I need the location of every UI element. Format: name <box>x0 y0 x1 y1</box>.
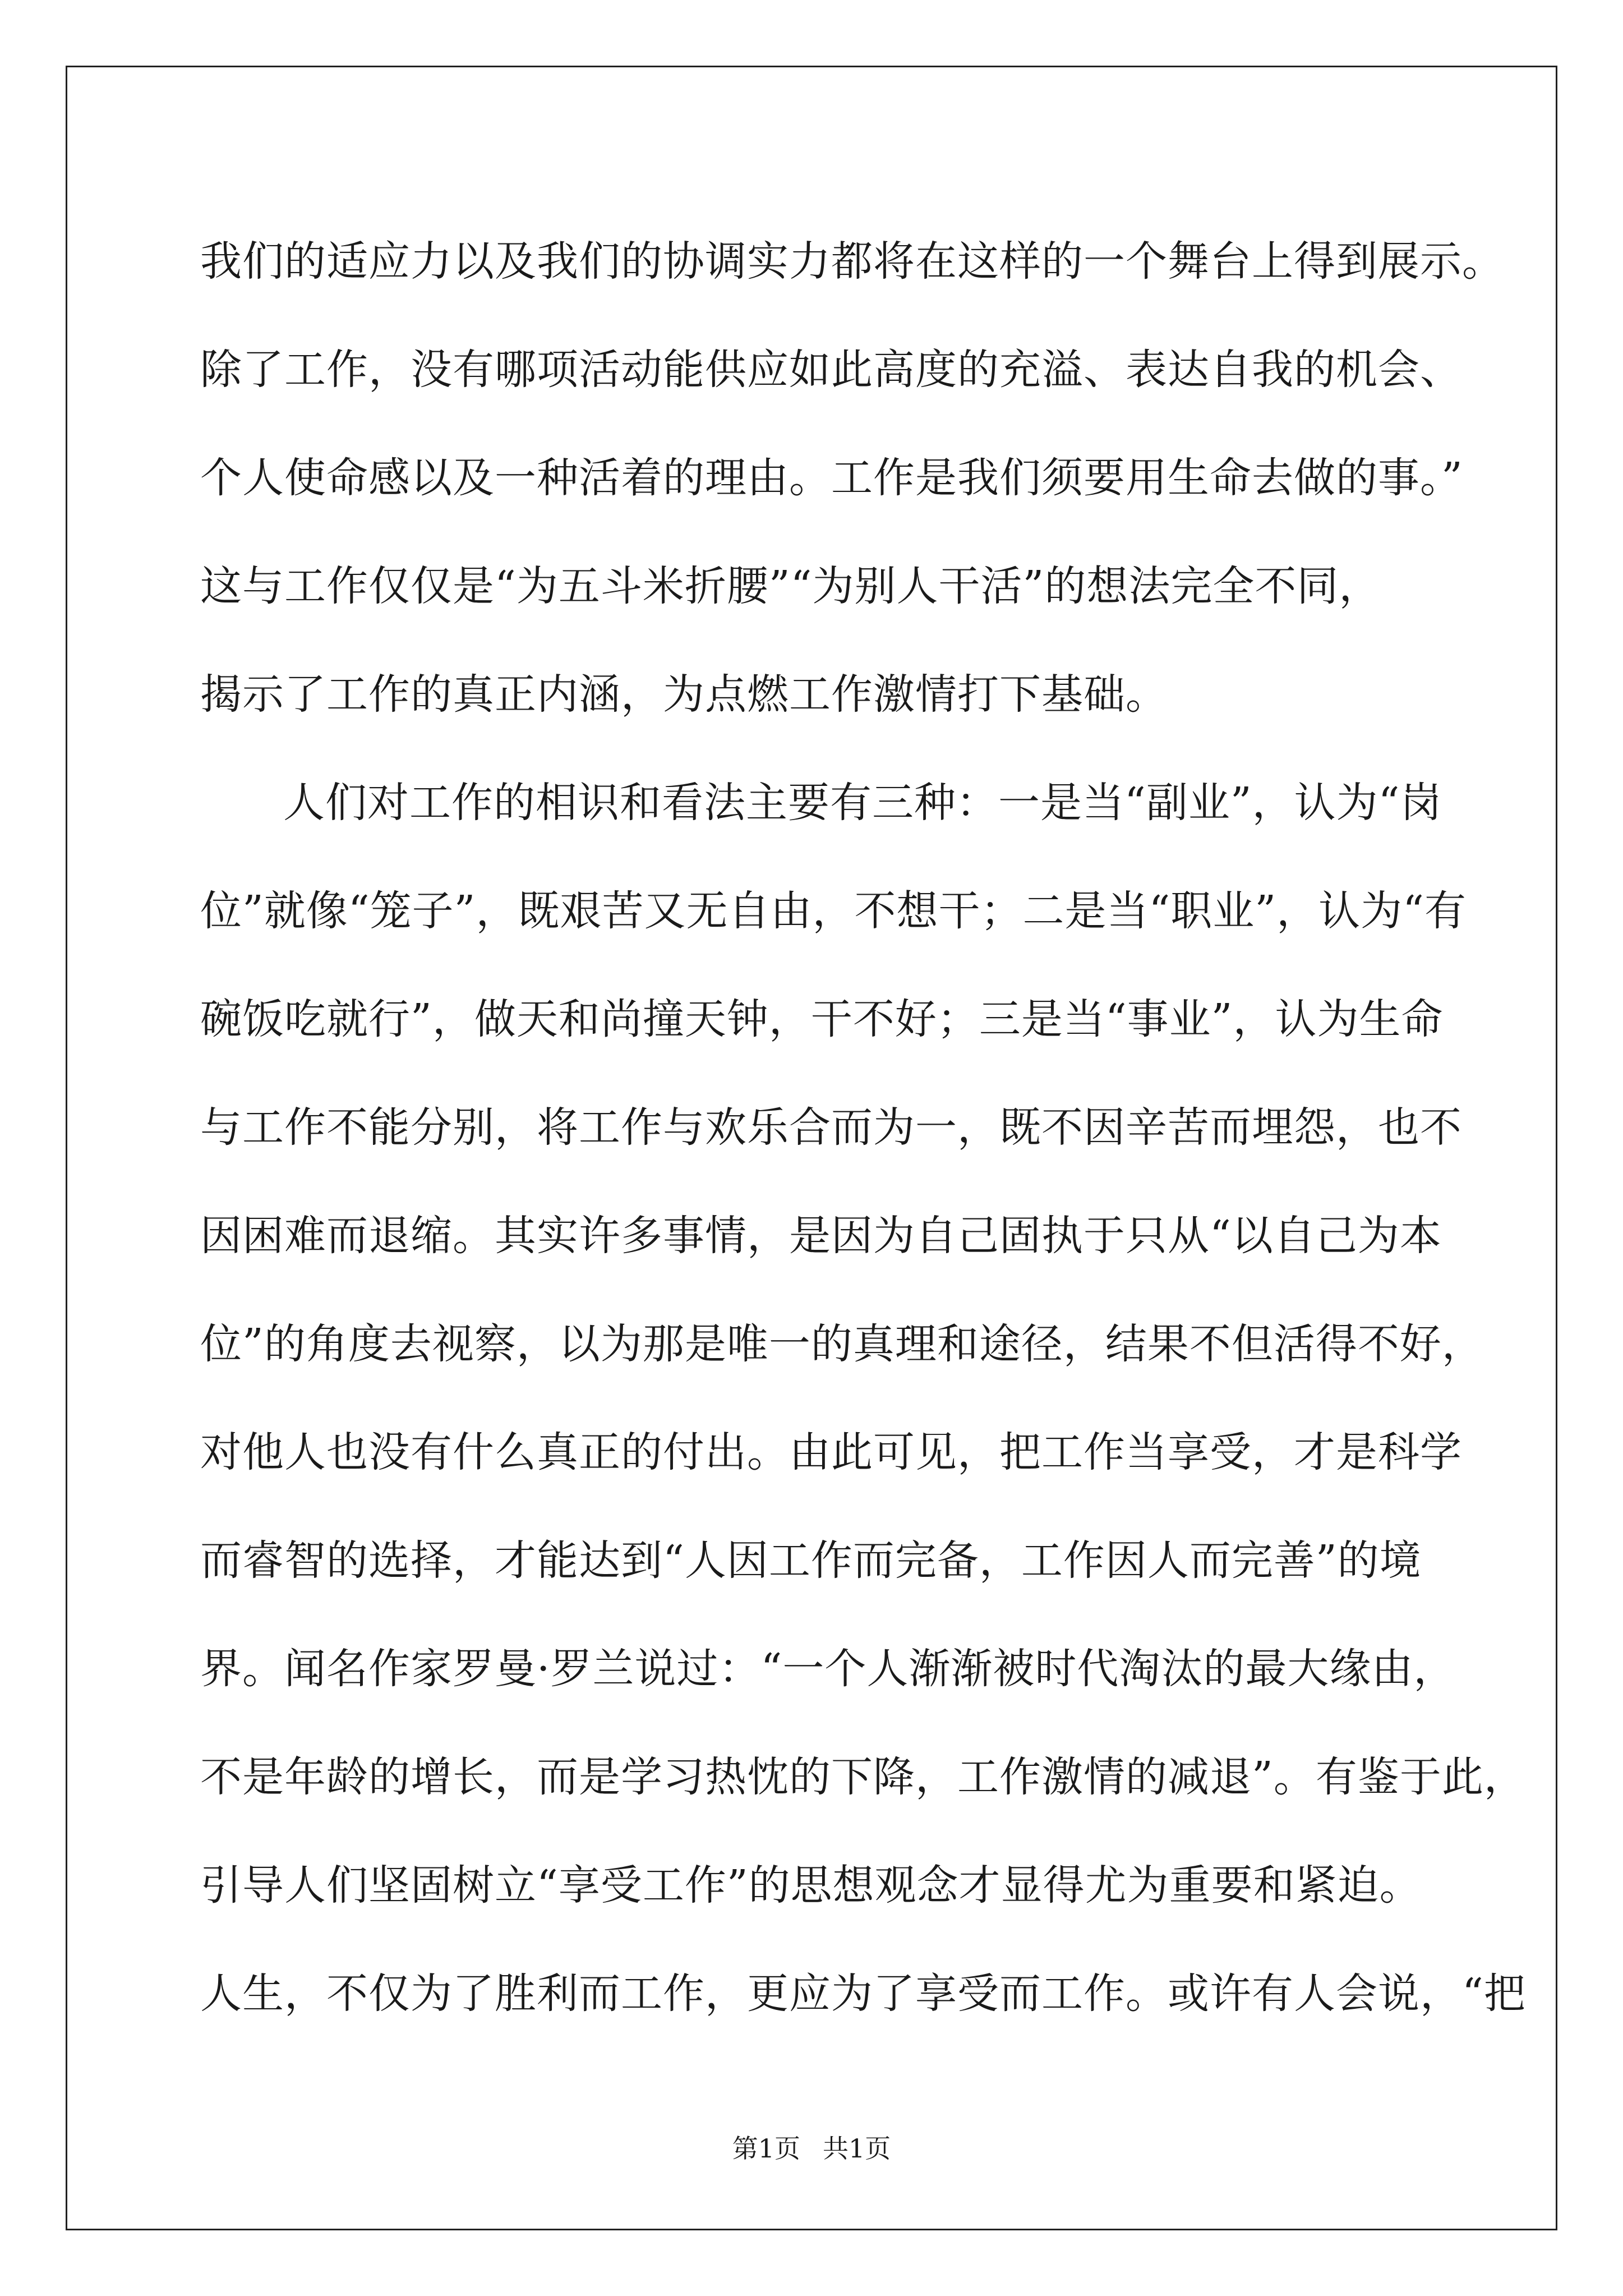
text-line: 这与工作仅仅是“为五斗米折腰”“为别人干活”的想法完全不同， <box>200 562 1381 610</box>
page-number: 第1页 <box>732 2133 800 2164</box>
text-line: 位”的角度去视察，以为那是唯一的真理和途径，结果不但活得不好， <box>200 1320 1484 1368</box>
text-line: 人生，不仅为了胜利而工作，更应为了享受而工作。或许有人会说，“把 <box>200 1970 1526 2018</box>
page-total: 共1页 <box>823 2133 891 2164</box>
text-line: 揭示了工作的真正内涵，为点燃工作激情打下基础。 <box>200 670 1168 719</box>
text-line: 与工作不能分别，将工作与欢乐合而为一，既不因辛苦而埋怨，也不 <box>200 1103 1462 1152</box>
text-line: 位”就像“笼子”，既艰苦又无自由，不想干；二是当“职业”，认为“有 <box>200 887 1467 935</box>
paragraph-first-line: 人们对工作的相识和看法主要有三种：一是当“副业”，认为“岗 <box>283 779 1442 827</box>
text-line: 界。闻名作家罗曼·罗兰说过：“一个人渐渐被时代淘汰的最大缘由， <box>200 1645 1456 1693</box>
text-line: 不是年龄的增长，而是学习热忱的下降，工作激情的减退”。有鉴于此， <box>200 1753 1526 1801</box>
document-body <box>200 208 1526 2048</box>
text-line: 因困难而退缩。其实许多事情，是因为自己固执于只从“以自己为本 <box>200 1212 1442 1260</box>
page-footer <box>0 2132 1623 2165</box>
text-line: 引导人们坚固树立“享受工作”的思想观念才显得尤为重要和紧迫。 <box>200 1861 1422 1910</box>
text-line: 碗饭吃就行”，做天和尚撞天钟，干不好；三是当“事业”，认为生命 <box>200 995 1444 1043</box>
text-line: 而睿智的选择，才能达到“人因工作而完备，工作因人而完善”的境 <box>200 1536 1422 1585</box>
text-line: 除了工作，没有哪项活动能供应如此高度的充溢、表达自我的机会、 <box>200 346 1462 394</box>
text-line: 我们的适应力以及我们的协调实力都将在这样的一个舞台上得到展示。 <box>200 237 1504 286</box>
text-line: 对他人也没有什么真正的付出。由此可见，把工作当享受，才是科学 <box>200 1428 1462 1476</box>
text-line: 个人使命感以及一种活着的理由。工作是我们须要用生命去做的事。” <box>200 454 1463 502</box>
